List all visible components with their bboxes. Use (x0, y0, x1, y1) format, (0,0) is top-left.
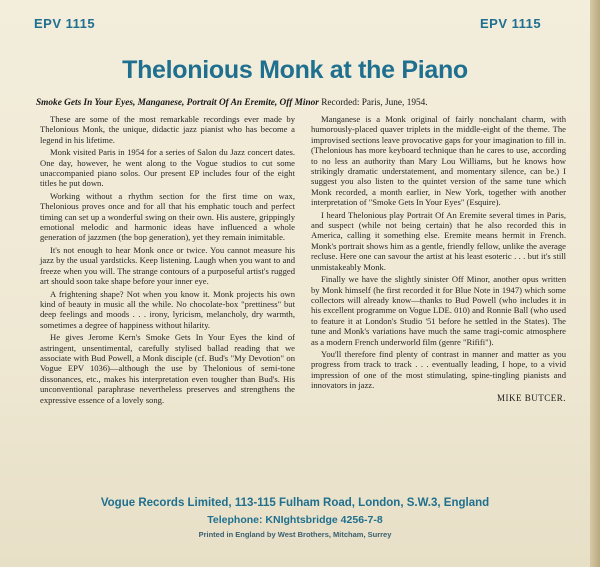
track-listing (36, 98, 566, 108)
paragraph: Working without a rhythm section for the first time on wax, Thelonious proves once and for all that his emphatic touch and perfect timing can set up a wonderful swing on their own. His austere, grippingly emotional melodic and harmonic ideas have influenced a whole generation of jazzmen (the bop generation), yet they remain inimitable. (40, 190, 295, 243)
paragraph: Monk visited Paris in 1954 for a series of Salon du Jazz concert dates. One day, however, he went along to the Vogue studios to cut some unaccompanied piano solos. Our present EP includes four of the eight titles he put down. (40, 147, 295, 189)
publisher-telephone: Telephone: KNIghtsbridge 4256-7-8 (207, 514, 383, 526)
author-signature: MIKE BUTCER. (497, 392, 566, 403)
liner-notes-right-column (311, 114, 566, 403)
sleeve-edge (590, 0, 600, 567)
publisher-address: Vogue Records Limited, 113-115 Fulham Road, London, S.W.3, England (100, 497, 490, 509)
paragraph: A frightening shape? Not when you know it. Monk projects his own kind of beauty in music all the while. No chocolate-box "prettiness" but deep feelings and moods . . . irony, lyricism, melancholy, dry warmth, sometimes a degree of happiness without hilarity. (40, 288, 295, 330)
printer-credit: Printed in England by West Brothers, Mitcham, Surrey (198, 530, 392, 539)
paragraph: He gives Jerome Kern's Smoke Gets In Your Eyes the kind of astringent, unsentimental, carefully stylised ballad reading that we associate with Bud Powell, a Monk disciple (cf. Bud's "My Devotion" on Vogue EPV 1036)—although the use by Thelonious of semi-tone dissonances, etc., makes his interpretation even tougher than Bud's. His unconventional paraphrase nevertheless preserves and strengthens the expressive essence of a lovely song. (40, 332, 295, 405)
catalog-number-left: EPV 1115 (34, 16, 96, 31)
paragraph: It's not enough to hear Monk once or twice. You cannot measure his jazz by the usual yardsticks. Keep listening. Laugh when you want to and freeze when you will. The strange contours of a purposeful artist's rugged art should soon take shape before your inner eye. (40, 244, 295, 287)
track-names: Smoke Gets In Your Eyes, Manganese, Portrait Of An Eremite, Off Minor (36, 98, 319, 108)
catalog-number-right: EPV 1115 (480, 16, 542, 31)
liner-notes-left-column (40, 114, 295, 407)
recording-info: Recorded: Paris, June, 1954. (321, 98, 428, 108)
paragraph: Manganese is a Monk original of fairly nonchalant charm, with humorously-placed quaver triplets in the middle-eight of the theme. The improvised sections leave provocative gaps for your imagination to fill in. (Thelonious has more keyboard technique than he cares to use, according to no less an authority than Mary Lou Williams, but he knows how strikingly dramatic understatement, and momentary silence, can be.) I suggest you also listen to the quintet version of the same tune which Monk recorded, a month earlier, in New York, together with another interpretation of "Smoke Gets In Your Eyes" (Esquire). (311, 114, 566, 208)
paragraph: You'll therefore find plenty of contrast in manner and matter as you progress from track to track . . . eventually leading, I hope, to a vivid impression of one of the most stimulating, spine-tingling pianists and innovators in jazz. (311, 348, 566, 391)
paragraph: I heard Thelonious play Portrait Of An Eremite several times in Paris, and suspect (while not being certain) that he also recorded this in America, calling it something else. Eremite means hermit in French. Monk's portrait shows him as a gentle, friendly fellow, unlike the average recluse. Here one can savour the artist at his least esoteric . . . but it's still unmistakeably Monk. (311, 209, 566, 272)
paragraph: These are some of the most remarkable recordings ever made by Thelonious Monk, the unique, didactic jazz pianist who has become a legend in his lifetime. (40, 114, 295, 145)
album-title: Thelonious Monk at the Piano (122, 56, 468, 84)
paragraph: Finally we have the slightly sinister Off Minor, another opus written by Monk himself (he first recorded it for Blue Note in 1947) which some collectors will already know—thanks to Bud Powell (who includes it in his excellent programme on Vogue LDE. 010) and Ronnie Ball (who used to feature it at London's Studio '51 before he settled in the States). The tune and Monk's variations have much the same tragi-comic atmosphere as a modern French underworld film (genre "Rififi"). (311, 274, 566, 347)
